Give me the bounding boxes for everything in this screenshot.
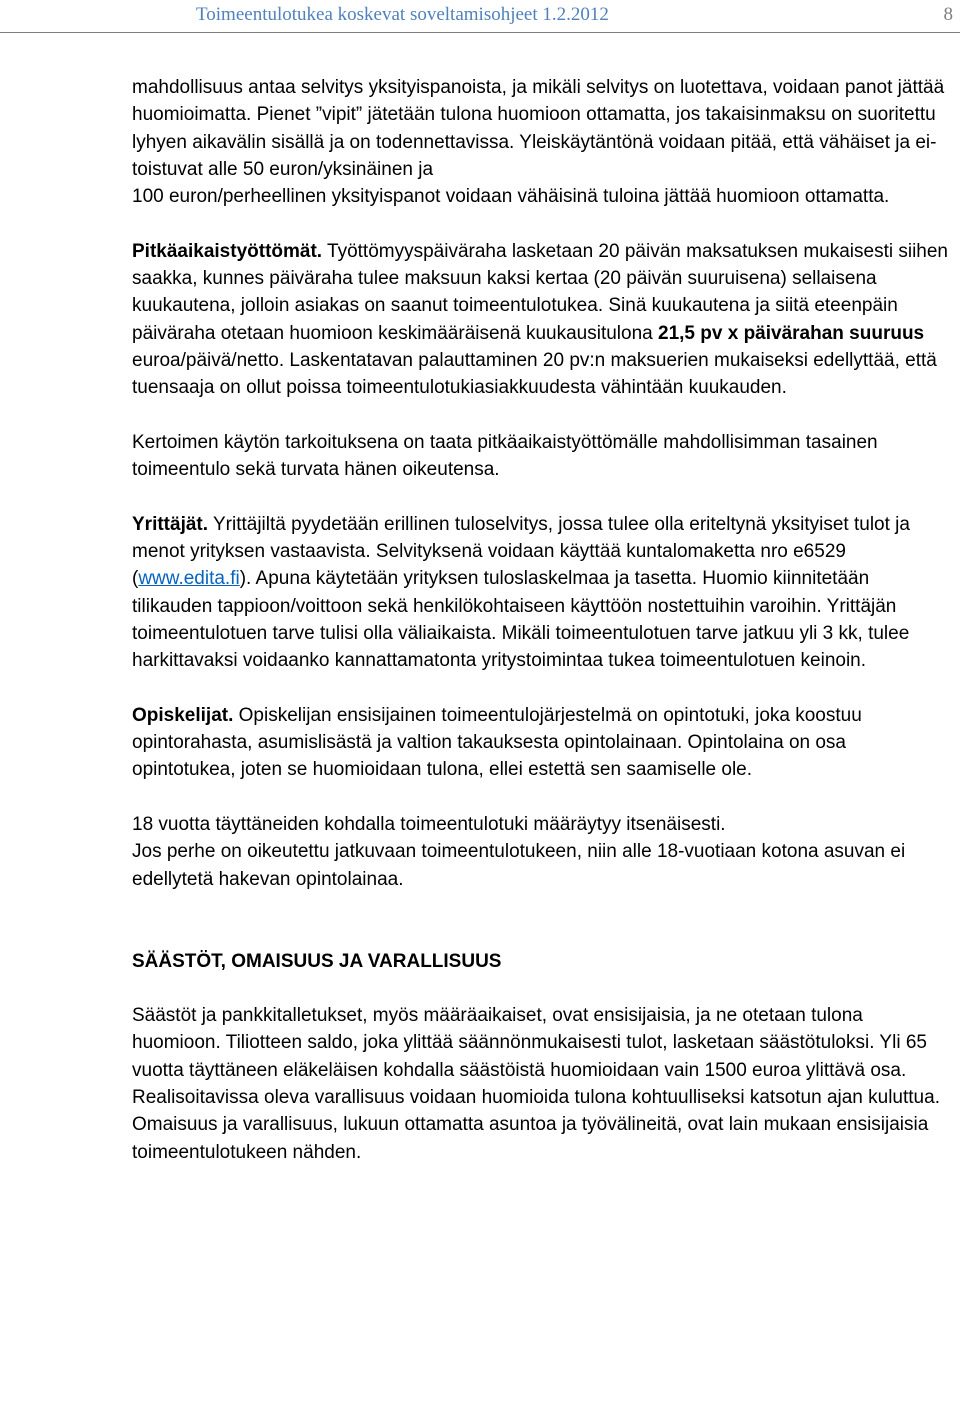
paragraph-label: Pitkäaikaistyöttömät. [132, 240, 323, 262]
paragraph-students [132, 702, 952, 784]
paragraph-text: 18 vuotta täyttäneiden kohdalla toimeentulotuki määräytyy itsenäisesti. [132, 814, 726, 836]
document-title: Toimeentulotukea koskevat soveltamisohjeet 1.2.2012 [196, 4, 609, 25]
paragraph-text: Jos perhe on oikeutettu jatkuvaan toimeentulotukeen, niin alle 18-vuotiaan kotona asuvan ei edellytetä hakevan opintolainaa. [132, 841, 906, 890]
paragraph-text: Säästöt ja pankkitalletukset, myös määräaikaiset, ovat ensisijaisia, ja ne otetaan tulona huomioon. Tiliotteen saldo, joka ylittää säännönmukaisesti tulot, lasketaan säästötuloksi. Yli 65 vuotta täyttäneen eläkeläisen kohdalla säästöistä huomioidaan vain 1500 euroa ylittävä osa. [132, 1005, 927, 1081]
paragraph-text: Yrittäjiltä pyydetään erillinen tuloselvitys, jossa tulee olla eriteltynä yksityiset tulot ja menot yrityksen vastaavista. Selvityksenä voidaan käyttää kuntalomaketta nro e6529 ( [132, 513, 910, 590]
page-number: 8 [943, 4, 953, 25]
paragraph-coefficient: Kertoimen käytön tarkoituksena on taata pitkäaikaistyöttömälle mahdollisimman tasainen toimeentulo sekä turvata hänen oikeutensa. [132, 431, 878, 481]
page-header [0, 0, 960, 33]
paragraph-label: Opiskelijat. [132, 704, 234, 726]
paragraph-long-term-unemployed [132, 238, 952, 402]
document-body [132, 74, 952, 1166]
paragraph-entrepreneurs [132, 511, 952, 675]
paragraph-text: ). Apuna käytetään yrityksen tuloslaskelmaa ja tasetta. Huomio kiinnitetään tilikauden tappioon/voittoon sekä henkilökohtaiseen käyttöön nostettuihin varoihin. Yrittäjän toimeentulotuen tarve tulisi olla väliaikaista. Mikäli toimeentulotuen tarve jatkuu yli 3 kk, tulee harkittavaksi voidaanko kannattamatonta yritystoimintaa tukea toimeentulotuen keinoin. [132, 568, 910, 672]
paragraph-text: 100 euron/perheellinen yksityispanot voidaan vähäisinä tuloina jättää huomioon ottamatta. [132, 186, 890, 208]
paragraph-label: Yrittäjät. [132, 513, 209, 535]
section-heading: SÄÄSTÖT, OMAISUUS JA VARALLISUUS [132, 950, 502, 972]
paragraph-savings [132, 1002, 952, 1166]
paragraph-text: Realisoitavissa oleva varallisuus voidaan huomioida tulona kohtuulliseksi katsotun ajan kuluttua. Omaisuus ja varallisuus, lukuun ottamatta asuntoa ja työvälineitä, ovat lain mukaan ensisijaisia toimeentulotukeen nähden. [132, 1086, 940, 1163]
paragraph-text: Opiskelijan ensisijainen toimeentulojärjestelmä on opintotuki, joka koostuu opintorahasta, asumislisästä ja valtion takauksesta opintolainaan. Opintolaina on osa opintotukea, joten se huomioidaan tulona, ellei estettä sen saamiselle ole. [132, 704, 862, 781]
paragraph-private-deposits [132, 74, 952, 210]
paragraph-text: Työttömyyspäiväraha lasketaan 20 päivän maksatuksen mukaisesti siihen saakka, kunnes päiväraha tulee maksuun kaksi kertaa (20 päivän suuruisena) sellaisena kuukautena, jolloin asiakas on saanut toimeentulotukea. Sinä kuukautena ja siitä eteenpäin päiväraha otetaan huomioon keskimääräisenä kuukausitulona [132, 240, 949, 344]
paragraph-text: mahdollisuus antaa selvitys yksityispanoista, ja mikäli selvitys on luotettava, voidaan panot jättää huomioimatta. Pienet ”vipit” jätetään tulona huomioon ottamatta, jos takaisinmaksu on suoritettu lyhyen aikavälin sisällä ja on todennettavissa. Yleiskäytäntönä voidaan pitää, että vähäiset ja ei-toistuvat alle 50 euron/yksinäinen ja [132, 77, 945, 180]
formula-text: 21,5 pv x päivärahan suuruus [658, 322, 925, 344]
paragraph-text: euroa/päivä/netto. Laskentatavan palauttaminen 20 pv:n maksuerien mukaiseksi edellyttää, että tuensaaja on ollut poissa toimeentulotukiasiakkuudesta vähintään kuukauden. [132, 349, 937, 399]
edita-link[interactable]: www.edita.fi [138, 568, 240, 590]
paragraph-age-18 [132, 811, 952, 893]
